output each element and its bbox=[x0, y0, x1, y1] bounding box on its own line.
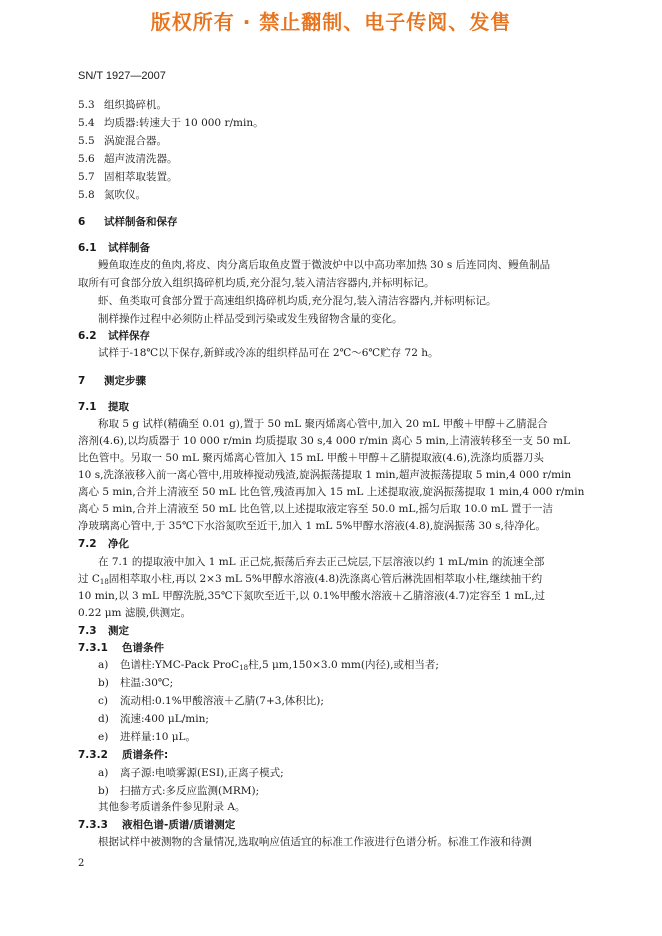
item-number: 5.4 bbox=[78, 117, 95, 129]
paragraph-line: 在 7.1 的提取液中加入 1 mL 正己烷,振荡后弃去正己烷层,下层溶液以约 1 mL/min 的流速全部 bbox=[98, 556, 545, 568]
text-run: 过 C bbox=[78, 573, 100, 585]
item-label: b) bbox=[98, 785, 109, 797]
list-item bbox=[98, 784, 259, 798]
section-heading bbox=[78, 241, 150, 255]
section-heading bbox=[78, 641, 164, 655]
item-text: 氮吹仪。 bbox=[104, 189, 146, 201]
section-heading bbox=[78, 400, 129, 414]
section-number: 6.1 bbox=[78, 242, 97, 254]
item-text: 组织捣碎机。 bbox=[104, 99, 167, 111]
standard-number: SN/T 1927—2007 bbox=[78, 70, 166, 82]
item-text: 柱,5 μm,150×3.0 mm(内径),或相当者; bbox=[248, 659, 439, 671]
section-title: 提取 bbox=[108, 401, 129, 413]
page-number: 2 bbox=[78, 858, 85, 869]
list-item bbox=[98, 730, 196, 744]
section-heading bbox=[78, 215, 178, 229]
section-number: 7.2 bbox=[78, 538, 97, 550]
paragraph-line: 虾、鱼类取可食部分置于高速组织捣碎机均质,充分混匀,装入清洁容器内,并标明标记。 bbox=[98, 295, 497, 307]
paragraph-line: 制样操作过程中必须防止样品受到污染或发生残留物含量的变化。 bbox=[98, 313, 403, 325]
section-heading bbox=[78, 624, 129, 638]
item-text: 固相萃取装置。 bbox=[104, 171, 178, 183]
paragraph-line: 其他参考质谱条件参见附录 A。 bbox=[98, 801, 246, 813]
subscript: 18 bbox=[99, 578, 109, 586]
section-heading bbox=[78, 329, 150, 343]
item-text: 超声波清洗器。 bbox=[104, 153, 178, 165]
item-text: 色谱柱:YMC-Pack ProC bbox=[120, 659, 240, 671]
paragraph-line: 根据试样中被测物的含量情况,选取响应值适宜的标准工作液进行色谱分析。标准工作液和待测 bbox=[98, 836, 532, 848]
item-text: 柱温:30℃; bbox=[120, 677, 174, 689]
item-label: a) bbox=[98, 659, 109, 671]
subscript: 18 bbox=[239, 664, 249, 672]
paragraph-line: 10 s,洗涤液移入前一离心管中,用玻棒搅动残渣,旋涡振荡提取 1 min,超声波振荡提取 5 min,4 000 r/min bbox=[78, 469, 572, 481]
item-label: c) bbox=[98, 695, 108, 707]
section-heading bbox=[78, 748, 168, 762]
item-number: 5.5 bbox=[78, 135, 95, 147]
paragraph-line: 称取 5 g 试样(精确至 0.01 g),置于 50 mL 聚丙烯离心管中,加入 20 mL 甲酸＋甲醇＋乙腈混合 bbox=[98, 418, 548, 430]
item-text: 流动相:0.1%甲酸溶液＋乙腈(7+3,体积比); bbox=[120, 695, 324, 707]
item-label: d) bbox=[98, 713, 109, 725]
list-item bbox=[78, 116, 264, 130]
item-text: 均质器:转速大于 10 000 r/min。 bbox=[104, 117, 264, 129]
list-item bbox=[98, 676, 173, 690]
section-number: 7.3.2 bbox=[78, 749, 108, 761]
item-label: a) bbox=[98, 767, 109, 779]
item-text: 涡旋混合器。 bbox=[104, 135, 167, 147]
list-item bbox=[98, 658, 439, 675]
section-number: 7 bbox=[78, 375, 86, 387]
paragraph-line: 比色管中。另取一 50 mL 聚丙烯离心管加入 15 mL 甲酸＋甲醇＋乙腈提取液(4.6),洗涤均质器刀头 bbox=[78, 452, 544, 464]
item-text: 流速:400 μL/min; bbox=[120, 713, 209, 725]
list-item bbox=[98, 766, 284, 780]
section-title: 试样制备和保存 bbox=[104, 216, 178, 228]
section-number: 6.2 bbox=[78, 330, 97, 342]
list-item bbox=[78, 98, 167, 112]
paragraph-line: 0.22 μm 滤膜,供测定。 bbox=[78, 607, 192, 619]
list-item bbox=[78, 152, 178, 166]
section-heading bbox=[78, 374, 146, 388]
section-number: 6 bbox=[78, 216, 86, 228]
text-run: 固相萃取小柱,再以 2×3 mL 5%甲醇水溶液(4.8)洗涤离心管后淋洗固相萃取小柱,继续抽干约 bbox=[108, 573, 543, 585]
paragraph-line: 离心 5 min,合并上清液至 50 mL 比色管,残渣再加入 15 mL 上述提取液,旋涡振荡提取 1 min,4 000 r/min bbox=[78, 486, 585, 498]
item-number: 5.7 bbox=[78, 171, 95, 183]
paragraph-line bbox=[78, 572, 542, 589]
list-item bbox=[78, 188, 146, 202]
paragraph-line: 溶剂(4.6),以均质器于 10 000 r/min 均质提取 30 s,4 000 r/min 离心 5 min,上清液转移至一支 50 mL bbox=[78, 435, 570, 447]
paragraph-line: 试样于-18℃以下保存,新鲜或冷冻的组织样品可在 2℃～6℃贮存 72 h。 bbox=[98, 347, 439, 359]
item-text: 扫描方式:多反应监测(MRM); bbox=[120, 785, 260, 797]
item-number: 5.3 bbox=[78, 99, 95, 111]
list-item bbox=[98, 712, 209, 726]
paragraph-line: 净玻璃离心管中,于 35℃下水浴氮吹至近干,加入 1 mL 5%甲醇水溶液(4.8),旋涡振荡 30 s,待净化。 bbox=[78, 520, 546, 532]
section-title: 色谱条件 bbox=[122, 642, 164, 654]
section-title: 试样制备 bbox=[108, 242, 150, 254]
section-title: 测定步骤 bbox=[104, 375, 146, 387]
list-item bbox=[78, 134, 167, 148]
section-heading bbox=[78, 537, 129, 551]
section-title: 试样保存 bbox=[108, 330, 150, 342]
section-title: 液相色谱-质谱/质谱测定 bbox=[122, 819, 236, 831]
paragraph-line: 离心 5 min,合并上清液至 50 mL 比色管,以上述提取液定容至 50.0 mL,摇匀后取 10.0 mL 置于一洁 bbox=[78, 503, 554, 515]
paragraph-line: 鳗鱼取连皮的鱼肉,将皮、肉分离后取鱼皮置于微波炉中以中高功率加热 30 s 后连同肉、鳗鱼制品 bbox=[98, 259, 551, 271]
section-title: 净化 bbox=[108, 538, 129, 550]
section-number: 7.3 bbox=[78, 625, 97, 637]
item-number: 5.6 bbox=[78, 153, 95, 165]
section-number: 7.1 bbox=[78, 401, 97, 413]
section-title: 质谱条件: bbox=[122, 749, 169, 761]
paragraph-line: 10 min,以 3 mL 甲醇洗脱,35℃下氮吹至近干,以 0.1%甲酸水溶液＋乙腈溶液(4.7)定容至 1 mL,过 bbox=[78, 590, 546, 602]
paragraph-line: 取所有可食部分放入组织捣碎机均质,充分混匀,装入清洁容器内,并标明标记。 bbox=[78, 277, 435, 289]
copyright-banner: 版权所有 · 禁止翻制、电子传阅、发售 bbox=[150, 10, 512, 34]
list-item bbox=[78, 170, 178, 184]
section-title: 测定 bbox=[108, 625, 129, 637]
section-heading bbox=[78, 818, 235, 832]
item-label: b) bbox=[98, 677, 109, 689]
section-number: 7.3.3 bbox=[78, 819, 108, 831]
item-text: 离子源:电喷雾源(ESI),正离子模式; bbox=[120, 767, 284, 779]
item-label: e) bbox=[98, 731, 109, 743]
item-number: 5.8 bbox=[78, 189, 95, 201]
section-number: 7.3.1 bbox=[78, 642, 108, 654]
list-item bbox=[98, 694, 324, 708]
item-text: 进样量:10 μL。 bbox=[120, 731, 197, 743]
